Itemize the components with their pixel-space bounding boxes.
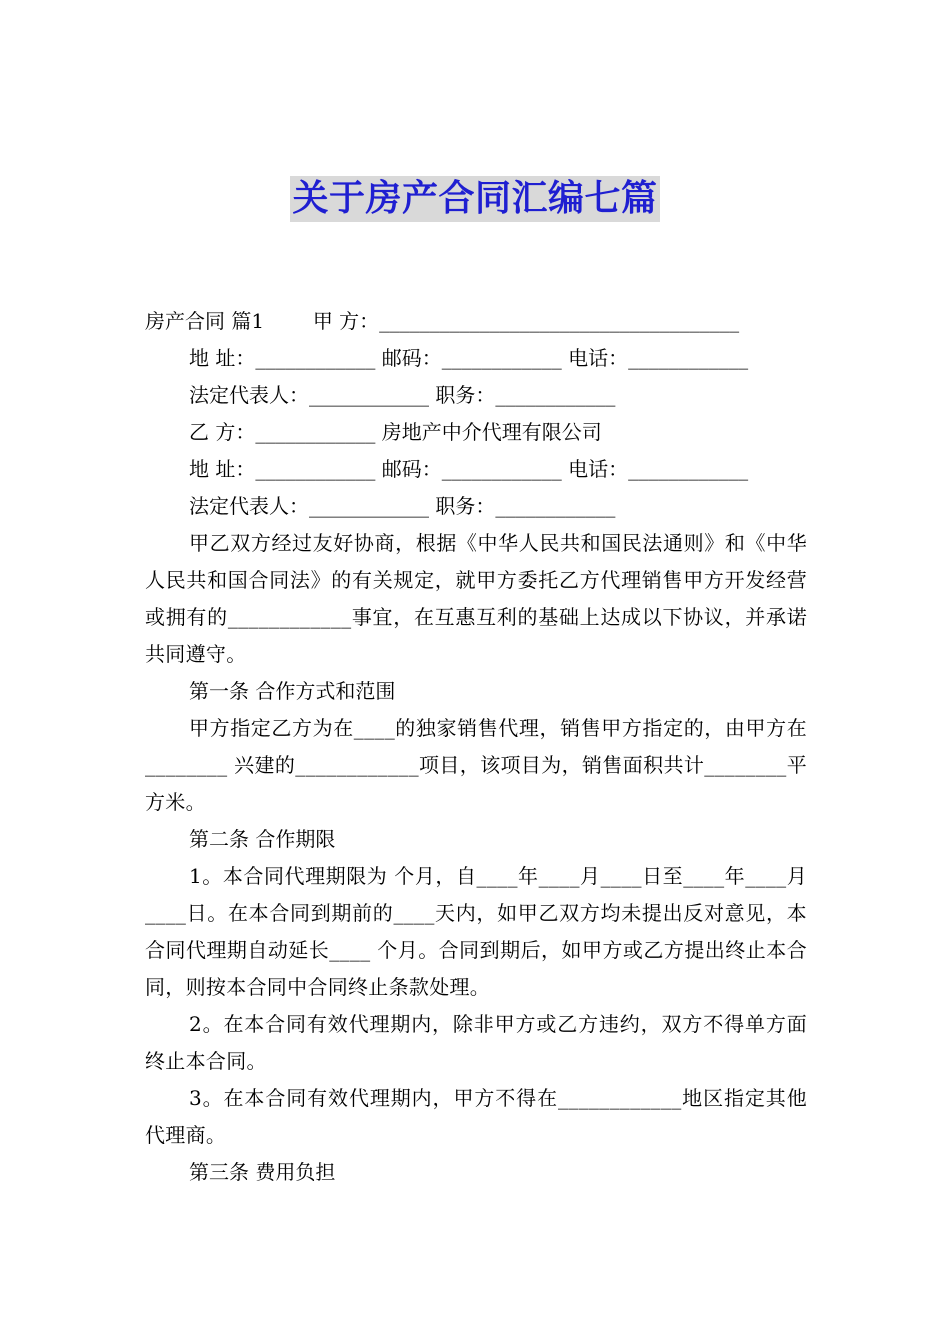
article2-item1: 1。本合同代理期限为 个月，自____年____月____日至____年____月____日。在本合同到期前的____天内，如甲乙双方均未提出反对意见，本合同代理期自动延长____ 个月。合同到期后，如甲方或乙方提出终止本合同，则按本合同中合同终止条款处理。: [145, 864, 807, 999]
article3-heading: 第三条 费用负担: [189, 1160, 336, 1184]
document-title: 关于房产合同汇编七篇: [290, 176, 659, 222]
article2-heading: 第二条 合作期限: [189, 827, 336, 851]
section-label: 房产合同 篇1: [145, 309, 265, 333]
party-b-address: 地 址：____________ 邮码：____________ 电话：____________: [189, 457, 749, 481]
article1-heading: 第一条 合作方式和范围: [189, 679, 396, 703]
party-b-name: 乙 方：____________ 房地产中介代理有限公司: [189, 420, 602, 444]
header-line: [145, 303, 807, 340]
article2-item2: 2。在本合同有效代理期内，除非甲方或乙方违约，双方不得单方面终止本合同。: [145, 1012, 807, 1073]
party-b-representative: 法定代表人：____________ 职务：____________: [189, 494, 616, 518]
article2-item3: 3。在本合同有效代理期内，甲方不得在____________地区指定其他代理商。: [145, 1086, 807, 1147]
document-body: [145, 303, 807, 1191]
title-block: [0, 176, 950, 222]
party-a-address: 地 址：____________ 邮码：____________ 电话：____________: [189, 346, 749, 370]
intro-paragraph: 甲乙双方经过友好协商，根据《中华人民共和国民法通则》和《中华人民共和国合同法》的有关规定，就甲方委托乙方代理销售甲方开发经营或拥有的____________事宜，在互惠互利的基础上达成以下协议，并承诺共同遵守。: [145, 531, 807, 666]
article1-text: 甲方指定乙方为在____的独家销售代理，销售甲方指定的，由甲方在________ 兴建的____________项目，该项目为，销售面积共计________平方米。: [145, 716, 807, 814]
party-a-line: 甲 方：____________________________________: [312, 309, 740, 333]
party-a-representative: 法定代表人：____________ 职务：____________: [189, 383, 616, 407]
